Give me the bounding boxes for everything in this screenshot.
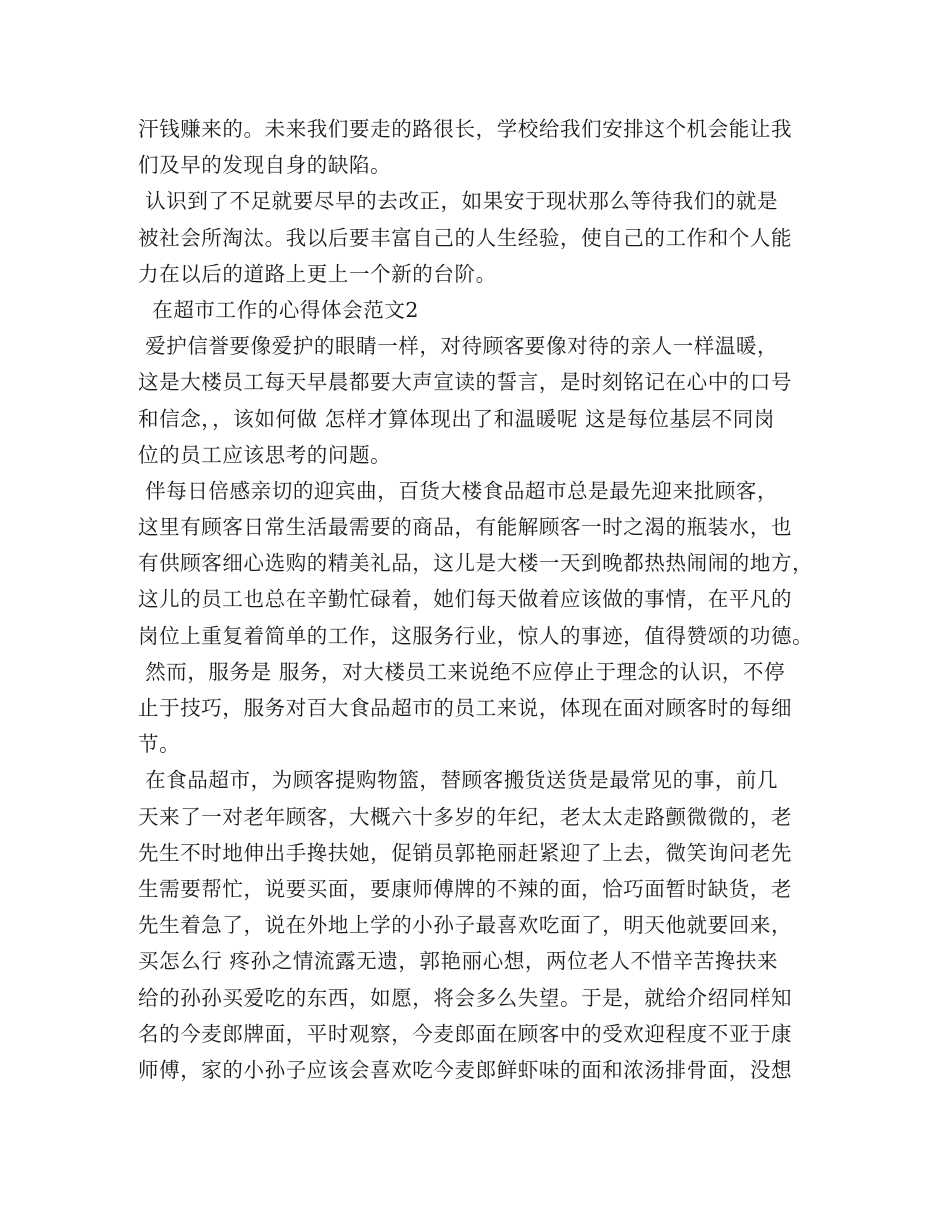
text-line: 这是大楼员工每天早晨都要大声宣读的誓言，是时刻铭记在心中的口号 — [138, 370, 793, 395]
text-line: 这儿的员工也总在辛勤忙碌着，她们每天做着应该做的事情，在平凡的 — [138, 587, 793, 612]
document-body — [138, 111, 828, 1088]
text-line: 汗钱赚来的。未来我们要走的路很长，学校给我们安排这个机会能让我 — [138, 117, 793, 141]
text-line: 天来了一对老年顾客，大概六十多岁的年纪，老太太走路颤微微的，老 — [138, 804, 793, 829]
text-line: 力在以后的道路上更上一个新的台阶。 — [138, 261, 497, 286]
section-heading: 在超市工作的心得体会范文2 — [138, 297, 420, 322]
text-line: 认识到了不足就要尽早的去改正，如果安于现状那么等待我们的就是 — [138, 189, 779, 214]
text-line: 爱护信誉要像爱护的眼睛一样，对待顾客要像对待的亲人一样温暖， — [138, 334, 779, 359]
text-line: 在食品超市，为顾客提购物篮，替顾客搬货送货是最常见的事，前几 — [138, 768, 779, 793]
text-line: 买怎么行 疼孙之情流露无遗，郭艳丽心想，两位老人不惜辛苦搀扶来 — [138, 949, 779, 974]
text-line: 给的孙孙买爱吃的东西，如愿，将会多么失望。于是，就给介绍同样知 — [138, 985, 793, 1010]
text-line: 被社会所淘汰。我以后要丰富自己的人生经验，使自己的工作和个人能 — [138, 225, 793, 250]
text-line: 名的今麦郎牌面，平时观察，今麦郎面在顾客中的受欢迎程度不亚于康 — [138, 1021, 793, 1046]
text-line: 有供顾客细心选购的精美礼品，这儿是大楼一天到晚都热热闹闹的地方， — [138, 551, 814, 576]
text-line: 止于技巧，服务对百大食品超市的员工来说，体现在面对顾客时的每细 — [138, 696, 793, 720]
text-line: 和信念，，该如何做 怎样才算体现出了和温暖呢 这是每位基层不同岗 — [138, 406, 775, 431]
text-line: 节。 — [138, 732, 181, 757]
text-line: 先生着急了，说在外地上学的小孙子最喜欢吃面了，明天他就要回来， — [138, 913, 793, 938]
text-line: 先生不时地伸出手搀扶她，促销员郭艳丽赶紧迎了上去，微笑询问老先 — [138, 840, 793, 865]
text-line: 伴每日倍感亲切的迎宾曲，百货大楼食品超市总是最先迎来批顾客， — [138, 478, 779, 503]
text-line: 师傅，家的小孙子应该会喜欢吃今麦郎鲜虾味的面和浓汤排骨面，没想 — [138, 1057, 793, 1082]
text-line: 们及早的发现自身的缺陷。 — [138, 153, 392, 178]
text-line: 生需要帮忙，说要买面，要康师傅牌的不辣的面，恰巧面暂时缺货，老 — [138, 876, 793, 901]
text-line: 然而，服务是 服务，对大楼员工来说绝不应停止于理念的认识，不停 — [138, 659, 786, 684]
text-line: 这里有顾客日常生活最需要的商品，有能解顾客一时之渴的瓶装水，也 — [138, 515, 793, 540]
text-line: 位的员工应该思考的问题。 — [138, 442, 392, 467]
text-line: 岗位上重复着简单的工作，这服务行业，惊人的事迹，值得赞颂的功德。 — [138, 623, 814, 648]
